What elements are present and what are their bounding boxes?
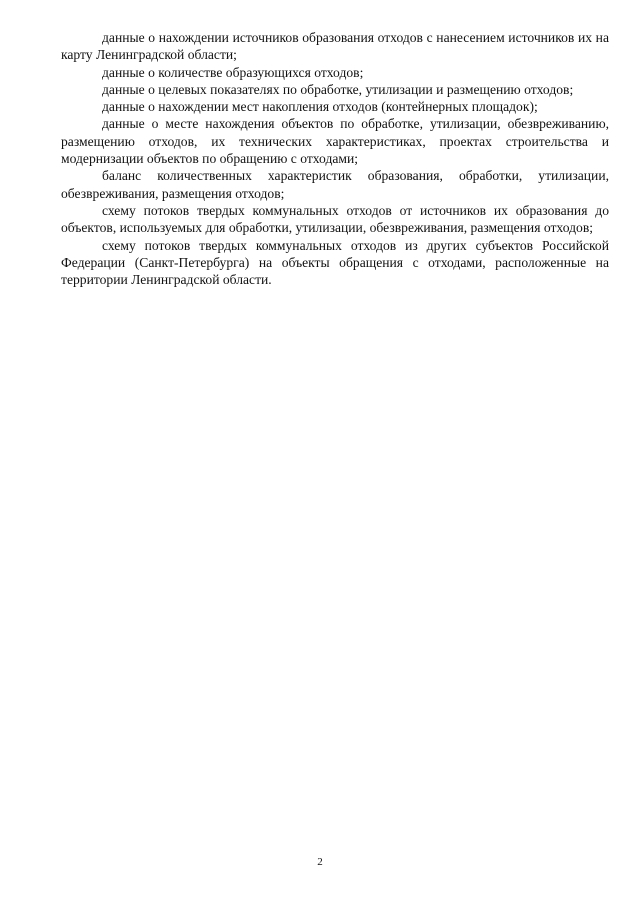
paragraph-flow-scheme-sources: схему потоков твердых коммунальных отходов от источников их образования до объектов, используемых для обработки, утилизации, обезвреживания, размещения отходов; — [61, 202, 609, 236]
paragraph-quantitative-balance: баланс количественных характеристик образования, обработки, утилизации, обезвреживания, размещения отходов; — [61, 168, 609, 201]
paragraph-processing-facilities: данные о месте нахождения объектов по обработке, утилизации, обезвреживанию, размещению отходов, их технических характеристиках, проектах строительства и модернизации объектов по обращению с отходами; — [61, 116, 609, 167]
paragraph-accumulation-sites: данные о нахождении мест накопления отходов (контейнерных площадок); — [102, 99, 538, 115]
document-body — [61, 29, 609, 288]
page-number: 2 — [317, 856, 323, 868]
paragraph-waste-sources-map: данные о нахождении источников образования отходов с нанесением источников их на карту Ленинградской области; — [61, 30, 609, 63]
paragraph-target-indicators: данные о целевых показателях по обработке, утилизации и размещению отходов; — [102, 81, 574, 97]
paragraph-flow-scheme-other-regions: схему потоков твердых коммунальных отходов из других субъектов Российской Федерации (Санкт-Петербурга) на объекты обращения с отходами, расположенные на территории Ленинградской области. — [61, 237, 609, 288]
paragraph-waste-quantity: данные о количестве образующихся отходов; — [102, 64, 364, 80]
